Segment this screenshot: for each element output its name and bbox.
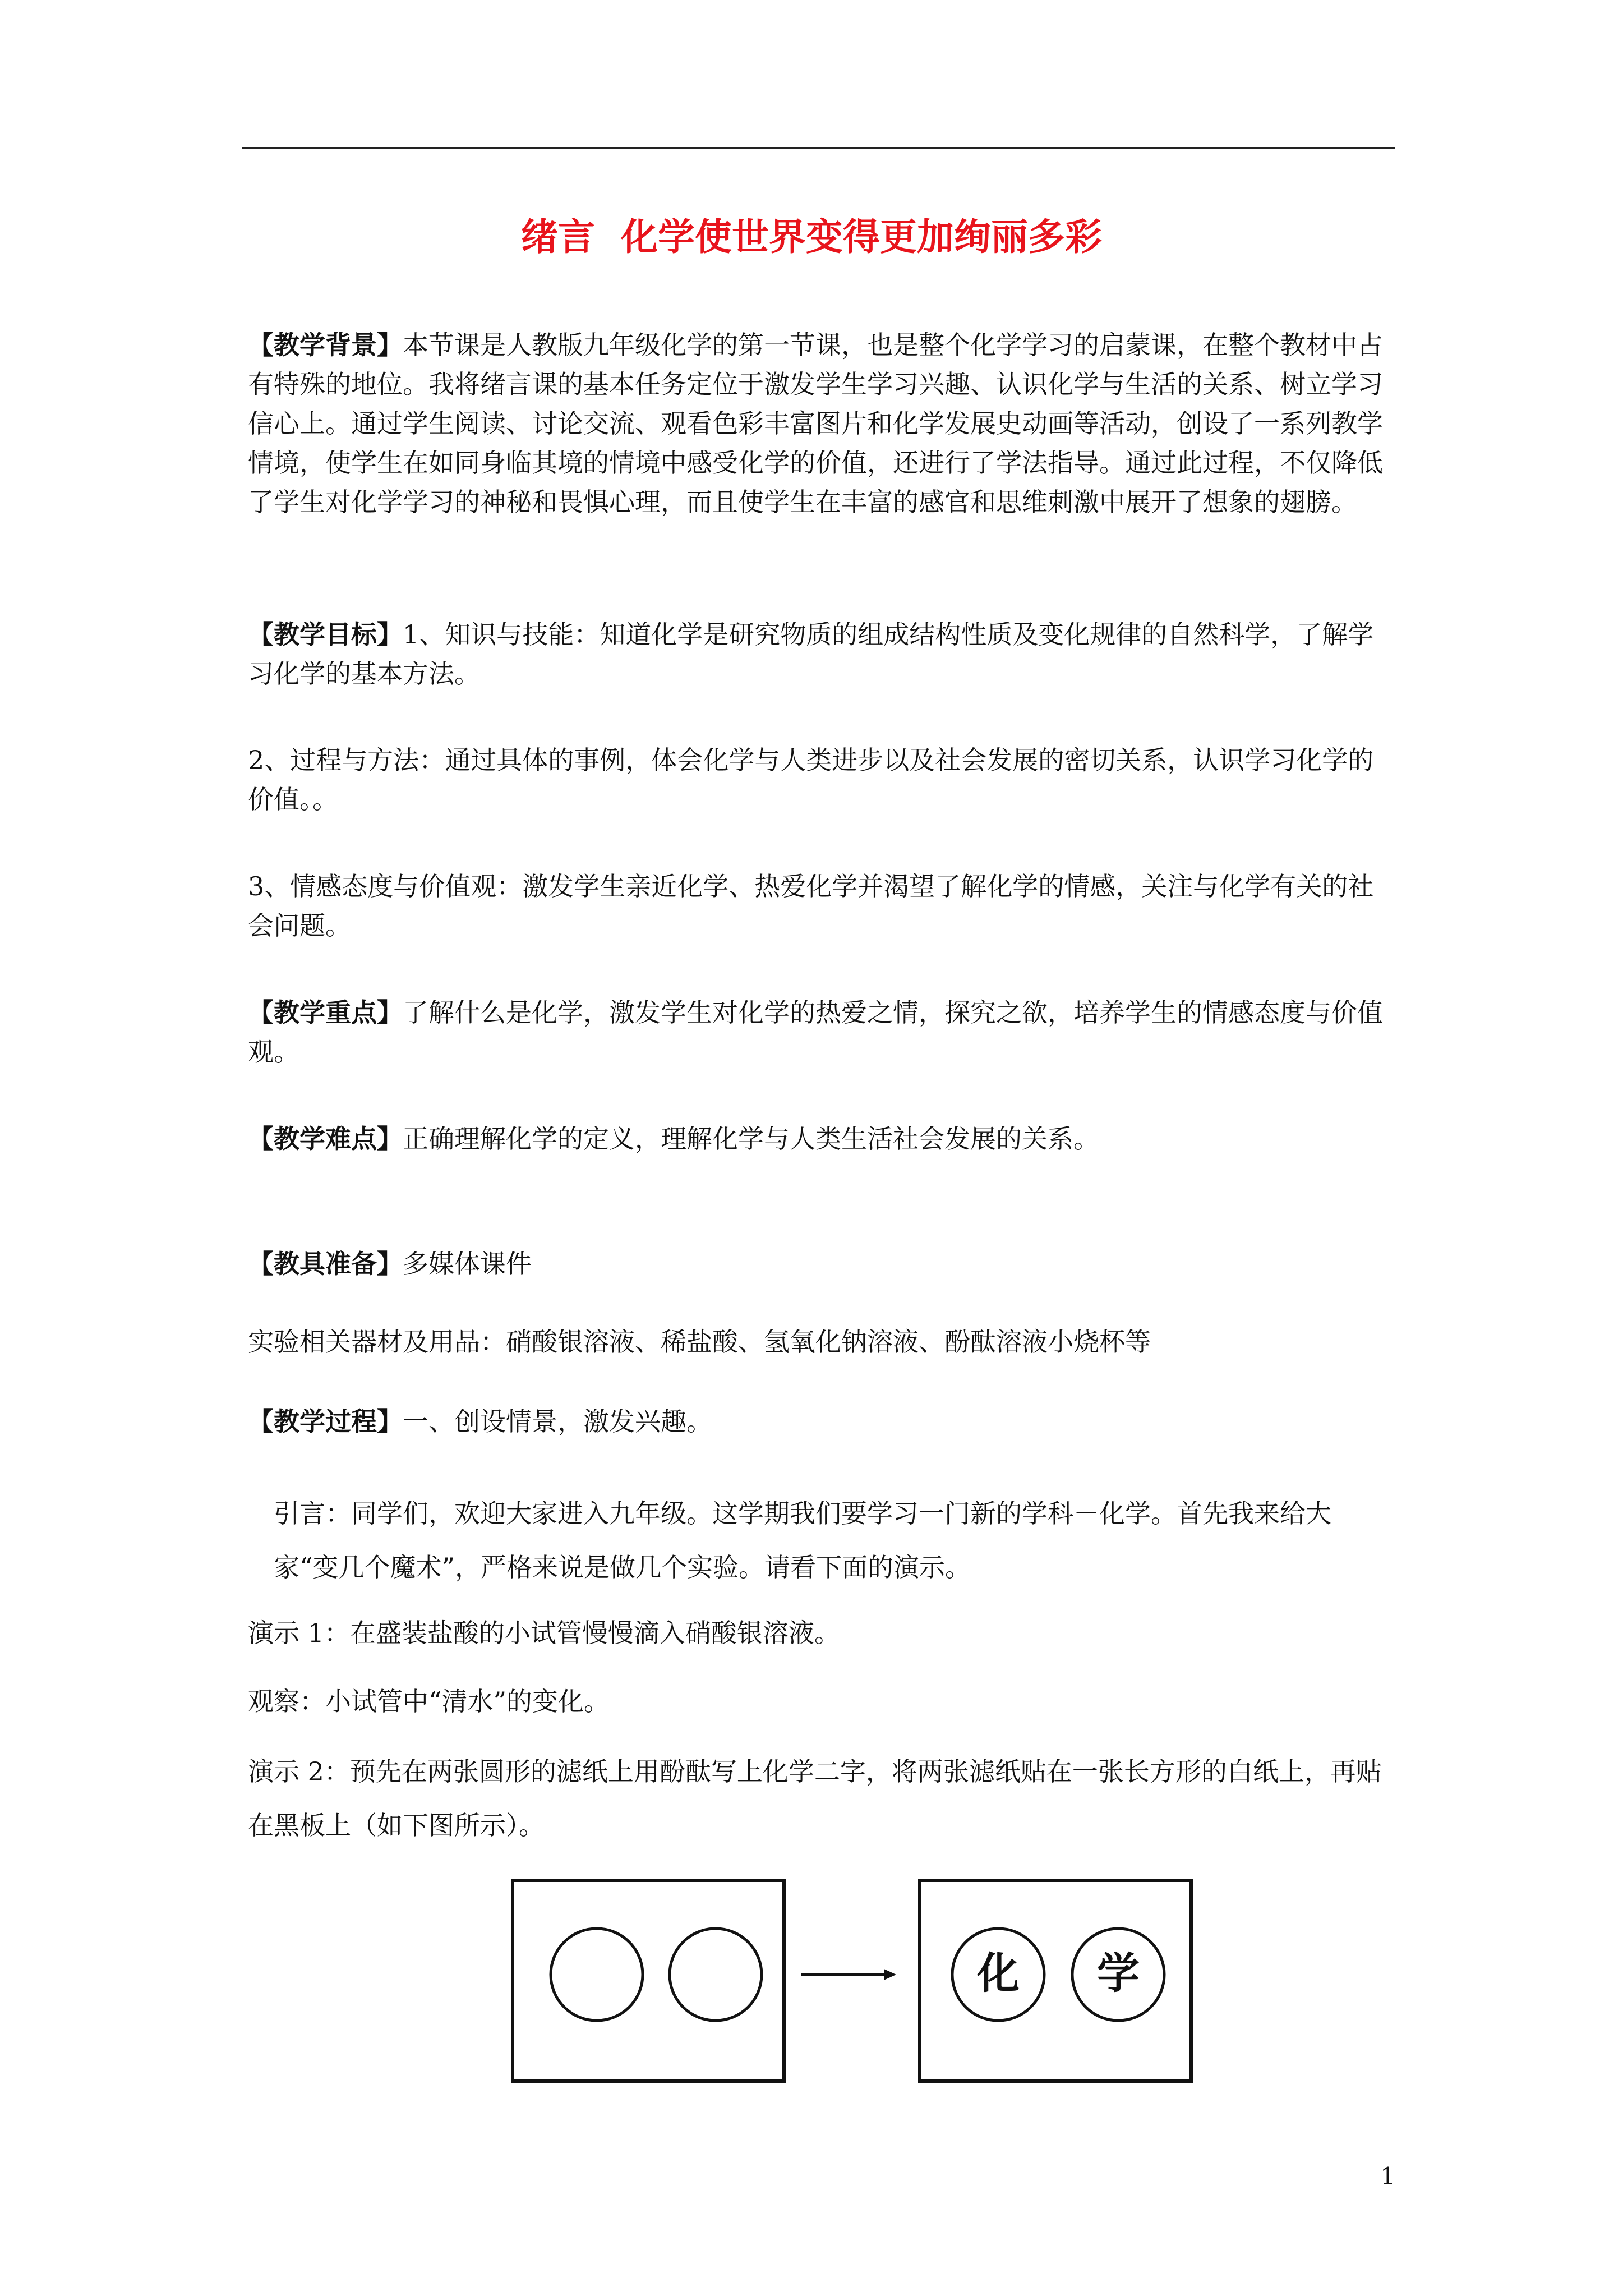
paragraph-key-point — [248, 993, 1395, 1071]
blank-circle-right — [670, 1929, 762, 2021]
character-hua: 化 — [977, 1948, 1020, 1998]
paragraph-intro: 引言：同学们，欢迎大家进入九年级。这学期我们要学习一门新的学科－化学。首先我来给大家“变几个魔术”，严格来说是做几个实验。请看下面的演示。 — [274, 1498, 1331, 1582]
text-key-point: 了解什么是化学，激发学生对化学的热爱之情，探究之欲，培养学生的情感态度与价值观。 — [248, 997, 1383, 1067]
paragraph-background — [248, 325, 1395, 522]
text-goals-1: 1、知识与技能：知道化学是研究物质的组成结构性质及变化规律的自然科学，了解学习化学的基本方法。 — [248, 619, 1374, 689]
paragraph-goals-2: 2、过程与方法：通过具体的事例，体会化学与人类进步以及社会发展的密切关系，认识学习化学的价值。。 — [248, 745, 1374, 815]
label-difficulty: 【教学难点】 — [248, 1124, 403, 1154]
text-difficulty: 正确理解化学的定义，理解化学与人类生活社会发展的关系。 — [403, 1124, 1099, 1154]
text-preparation: 多媒体课件 — [403, 1249, 532, 1279]
label-process: 【教学过程】 — [248, 1406, 403, 1437]
document-title: 绪言 化学使世界变得更加绚丽多彩 — [521, 215, 1102, 259]
paragraph-goals-1 — [248, 615, 1395, 693]
filter-paper-figure — [509, 1877, 1195, 2085]
label-background: 【教学背景】 — [248, 330, 403, 360]
arrow-head-icon — [884, 1969, 896, 1980]
label-goals: 【教学目标】 — [248, 619, 403, 650]
header-rule — [242, 147, 1395, 149]
text-process: 一、创设情景，激发兴趣。 — [403, 1406, 712, 1437]
label-key-point: 【教学重点】 — [248, 997, 403, 1028]
paragraph-demo-1: 演示 1：在盛装盐酸的小试管慢慢滴入硝酸银溶液。 — [248, 1618, 840, 1648]
paragraph-goals-3: 3、情感态度与价值观：激发学生亲近化学、热爱化学并渴望了解化学的情感，关注与化学有关的社会问题。 — [248, 871, 1374, 941]
character-xue: 学 — [1097, 1948, 1140, 1998]
blank-circle-left — [551, 1929, 643, 2021]
paragraph-demo-2: 演示 2：预先在两张圆形的滤纸上用酚酞写上化学二字，将两张滤纸贴在一张长方形的白纸上，再贴在黑板上（如下图所示）。 — [248, 1756, 1382, 1841]
label-preparation: 【教具准备】 — [248, 1249, 403, 1279]
paragraph-difficulty — [248, 1119, 1395, 1158]
paragraph-process — [248, 1402, 1395, 1441]
paragraph-observe: 观察：小试管中“清水”的变化。 — [248, 1686, 610, 1717]
text-background: 本节课是人教版九年级化学的第一节课，也是整个化学学习的启蒙课，在整个教材中占有特殊的地位。我将绪言课的基本任务定位于激发学生学习兴趣、认识化学与生活的关系、树立学习信心上。通过学生阅读、讨论交流、观看色彩丰富图片和化学发展史动画等活动，创设了一系列教学情境，使学生在如同身临其境的情境中感受化学的价值，还进行了学法指导。通过此过程，不仅降低了学生对化学学习的神秘和畏惧心理，而且使学生在丰富的感官和思维刺激中展开了想象的翅膀。 — [248, 330, 1383, 517]
paragraph-materials: 实验相关器材及用品：硝酸银溶液、稀盐酸、氢氧化钠溶液、酚酞溶液小烧杯等 — [248, 1327, 1151, 1357]
paragraph-preparation — [248, 1244, 1395, 1283]
page-number: 1 — [1380, 2162, 1395, 2190]
